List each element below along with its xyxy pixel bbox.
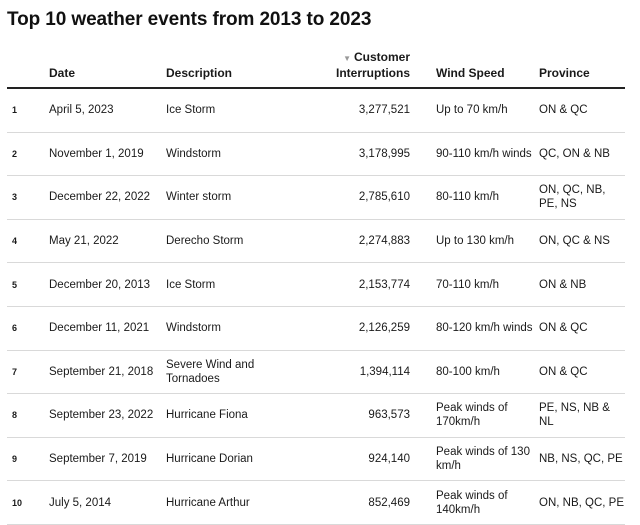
cell-wind-speed: 80-100 km/h (436, 350, 539, 394)
table-row (7, 263, 625, 307)
cell-description: Severe Wind and Tornadoes (166, 350, 282, 394)
column-header-province[interactable]: Province (539, 50, 625, 88)
page-title: Top 10 weather events from 2013 to 2023 (7, 9, 372, 30)
cell-customer-interruptions: 3,277,521 (282, 88, 436, 132)
cell-wind-speed: 90-110 km/h winds (436, 132, 539, 176)
cell-description: Ice Storm (166, 88, 282, 132)
column-header-customer-line1: Customer (353, 50, 410, 64)
cell-date: September 21, 2018 (49, 350, 166, 394)
cell-description: Hurricane Arthur (166, 481, 282, 525)
table-row (7, 306, 625, 350)
table-row (7, 88, 625, 132)
cell-description: Hurricane Fiona (166, 394, 282, 438)
cell-wind-speed: Up to 130 km/h (436, 219, 539, 263)
table-body (7, 88, 625, 524)
table-row (7, 350, 625, 394)
cell-customer-interruptions: 963,573 (282, 394, 436, 438)
cell-wind-speed: Peak winds of 130 km/h (436, 437, 539, 481)
cell-date: July 5, 2014 (49, 481, 166, 525)
column-header-rank (7, 50, 49, 88)
cell-date: December 22, 2022 (49, 176, 166, 220)
cell-province: ON & QC (539, 88, 625, 132)
cell-wind-speed: 70-110 km/h (436, 263, 539, 307)
cell-province: NB, NS, QC, PE (539, 437, 625, 481)
cell-wind-speed: Peak winds of 170km/h (436, 394, 539, 438)
cell-customer-interruptions: 2,274,883 (282, 219, 436, 263)
cell-rank: 3 (7, 176, 49, 220)
cell-description: Hurricane Dorian (166, 437, 282, 481)
cell-rank: 9 (7, 437, 49, 481)
cell-customer-interruptions: 2,153,774 (282, 263, 436, 307)
table-header (7, 50, 625, 88)
cell-province: ON, QC, NB, PE, NS (539, 176, 625, 220)
cell-customer-interruptions: 852,469 (282, 481, 436, 525)
cell-province: ON & QC (539, 306, 625, 350)
cell-customer-interruptions: 1,394,114 (282, 350, 436, 394)
table-row (7, 132, 625, 176)
cell-province: ON & NB (539, 263, 625, 307)
cell-date: September 7, 2019 (49, 437, 166, 481)
cell-date: April 5, 2023 (49, 88, 166, 132)
cell-description: Windstorm (166, 306, 282, 350)
table-row (7, 437, 625, 481)
cell-province: ON, NB, QC, PE (539, 481, 625, 525)
column-header-date[interactable]: Date (49, 50, 166, 88)
cell-wind-speed: Up to 70 km/h (436, 88, 539, 132)
weather-events-table (7, 50, 625, 525)
cell-province: PE, NS, NB & NL (539, 394, 625, 438)
cell-date: December 11, 2021 (49, 306, 166, 350)
cell-rank: 5 (7, 263, 49, 307)
table-row (7, 394, 625, 438)
cell-rank: 4 (7, 219, 49, 263)
cell-rank: 1 (7, 88, 49, 132)
cell-wind-speed: 80-110 km/h (436, 176, 539, 220)
cell-date: September 23, 2022 (49, 394, 166, 438)
table-row (7, 481, 625, 525)
column-header-wind-speed[interactable]: Wind Speed (436, 50, 539, 88)
cell-description: Windstorm (166, 132, 282, 176)
column-header-customer-line2: Interruptions (336, 66, 410, 80)
cell-rank: 8 (7, 394, 49, 438)
column-header-customer-interruptions[interactable] (282, 50, 436, 88)
table-row (7, 219, 625, 263)
cell-customer-interruptions: 2,126,259 (282, 306, 436, 350)
sort-descending-icon: ▼ (343, 54, 351, 63)
cell-description: Winter storm (166, 176, 282, 220)
cell-date: November 1, 2019 (49, 132, 166, 176)
cell-date: May 21, 2022 (49, 219, 166, 263)
cell-customer-interruptions: 924,140 (282, 437, 436, 481)
cell-description: Ice Storm (166, 263, 282, 307)
cell-wind-speed: 80-120 km/h winds (436, 306, 539, 350)
cell-province: ON, QC & NS (539, 219, 625, 263)
column-header-description[interactable]: Description (166, 50, 282, 88)
cell-date: December 20, 2013 (49, 263, 166, 307)
cell-rank: 7 (7, 350, 49, 394)
cell-province: ON & QC (539, 350, 625, 394)
cell-description: Derecho Storm (166, 219, 282, 263)
cell-wind-speed: Peak winds of 140km/h (436, 481, 539, 525)
cell-customer-interruptions: 3,178,995 (282, 132, 436, 176)
table-row (7, 176, 625, 220)
cell-rank: 6 (7, 306, 49, 350)
cell-rank: 10 (7, 481, 49, 525)
cell-customer-interruptions: 2,785,610 (282, 176, 436, 220)
cell-province: QC, ON & NB (539, 132, 625, 176)
cell-rank: 2 (7, 132, 49, 176)
